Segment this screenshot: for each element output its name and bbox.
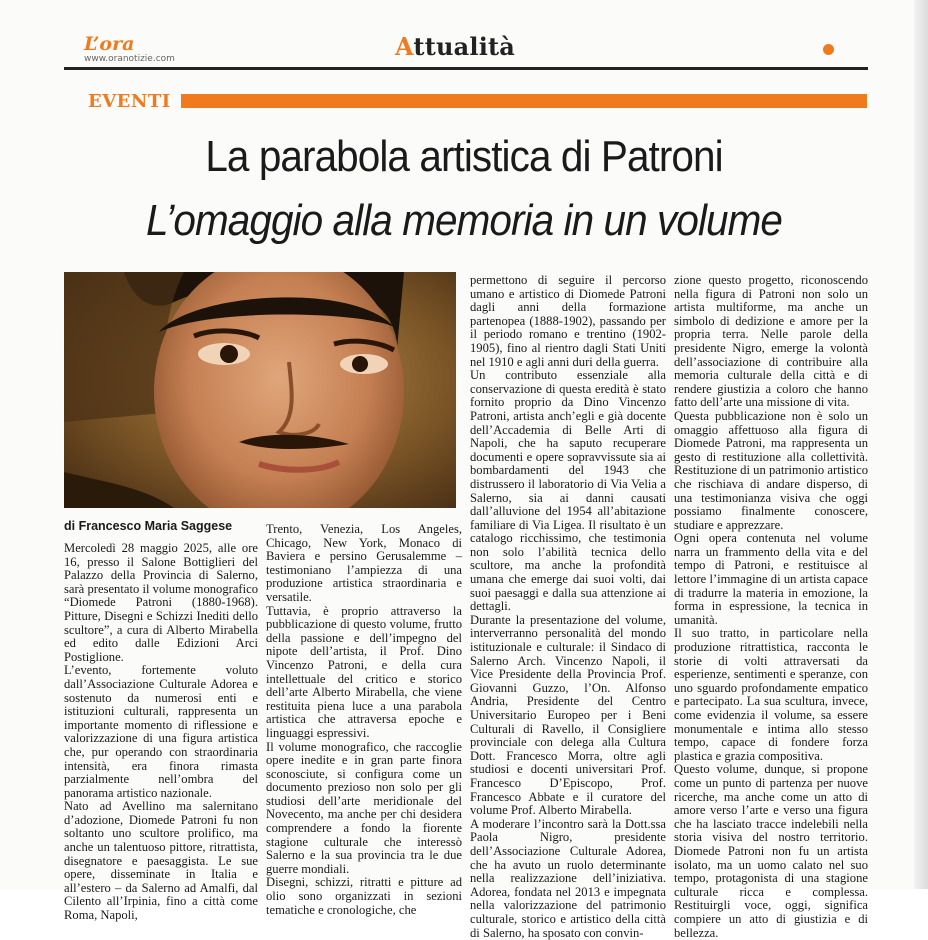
article-column-2 xyxy=(266,523,462,917)
subheadline: L’omaggio alla memoria in un volume xyxy=(145,196,783,245)
section-title xyxy=(395,32,515,61)
paragraph: Questo volume, dunque, si propone come un punto di partenza per nuove ricerche, ma anche come un atto di amore verso l’arte e verso una figura che ha lasciato tracce indelebili nella storia visiva del nostro territorio. Diomede Patroni non fu un artista isolato, ma un uomo calato nel suo tempo, protagonista di una stagione culturale ricca e complessa. Restituirgli voce, oggi, significa compiere un atto di giustizia e di bellezza. xyxy=(674,762,868,940)
paragraph: Nato ad Avellino ma salernitano d’adozione, Diomede Patroni fu non soltanto uno scultore prolifico, ma anche un talentuoso pittore, ritrattista, disegnatore e paesaggista. Le sue opere, disseminate in Italia e all’estero – da Salerno ad Amalfi, dal Cilento all’Irpinia, fino a città come Roma, Napoli, xyxy=(64,799,258,923)
newspaper-logo xyxy=(84,34,175,64)
paragraph: Tuttavia, è proprio attraverso la pubblicazione di questo volume, frutto della passione e dell’impegno del nipote dell’artista, il Prof. Dino Vincenzo Patroni, e della cura intellettuale del critico e storico dell’arte Alberto Mirabella, che viene restituita piena luce a una parabola artistica che attraversa epoche e linguaggi espressivi. xyxy=(266,603,462,740)
kicker-bar xyxy=(181,94,867,108)
paragraph: Mercoledì 28 maggio 2025, alle ore 16, presso il Salone Bottiglieri del Palazzo della Provincia di Salerno, sarà presentato il volume monografico “Diomede Patroni (1880-1968). Pitture, Disegni e Schizzi Inediti dello scultore”, a cura di Alberto Mirabella ed edito dalle Edizioni Arci Postiglione. xyxy=(64,541,258,664)
paragraph: Il suo tratto, in particolare nella produzione ritrattistica, racconta le storie di volti attraversati da esperienze, sentimenti e speranze, con uno sguardo profondamente empatico e partecipato. La sua scultura, invece, come evidenzia il volume, sa essere monumentale e intima allo stesso tempo, capace di fondere forza plastica e grazia compositiva. xyxy=(674,626,868,763)
paragraph: Durante la presentazione del volume, interverranno personalità del mondo istituzionale e culturale: il Sindaco di Salerno Arch. Vincenzo Napoli, il Vice Presidente della Provincia Prof. Giovanni Guzzo, l’On. Alfonso Andria, Presidente del Centro Universitario Europeo per i Beni Culturali di Ravello, il Consigliere provinciale con delega alla Cultura Dott. Francesco Morra, oltre agli studiosi e docenti universitari Prof. Francesco D’Episcopo, Prof. Francesco Abbate e il curatore del volume Prof. Alberto Mirabella. xyxy=(470,612,666,818)
header-rule xyxy=(64,67,868,70)
orange-dot-icon xyxy=(823,44,834,55)
paragraph: Ogni opera contenuta nel volume narra un frammento della vita e del tempo di Patroni, e restituisce al lettore l’immagine di un artista capace di tradurre la materia in emozione, la forma in espressione, la tecnica in umanità. xyxy=(674,531,868,627)
brand-name: L’ora xyxy=(84,33,135,55)
article-column-1 xyxy=(64,542,258,923)
paragraph: Un contributo essenziale alla conservazione di questa eredità è stato fornito proprio da Dino Vincenzo Patroni, artista anch’egli e già docente dell’Accademia di Belle Arti di Napoli, che ha saputo recuperare documenti e opere sopravvissute sia ai bombardamenti del 1943 che distrussero il laboratorio di Via Velia a Salerno, sia ai danni causati dall’alluvione del 1954 all’abitazione familiare di Via Ligea. Il risultato è un catalogo ricchissimo, che testimonia non solo l’abilità tecnica dello scultore, ma anche la profondità umana che emerge dai suoi volti, dai suoi paesaggi e dalla sua attenzione ai dettagli. xyxy=(470,368,666,614)
section-title-rest: ttualità xyxy=(413,32,516,61)
brand-url: www.oranotizie.com xyxy=(84,54,175,64)
paragraph: zione questo progetto, riconoscendo nella figura di Patroni non solo un artista multiforme, ma anche un simbolo di dedizione e amore per la propria terra. Nelle parole della presidente Nigro, emerge la volontà dell’associazione di contribuire alla memoria culturale della città e di rendere giustizia a coloro che hanno fatto dell’arte una missione di vita. xyxy=(674,273,868,410)
kicker-label: EVENTI xyxy=(88,91,171,112)
paragraph: Il volume monografico, che raccoglie opere inedite e in gran parte finora sconosciute, si configura come un documento prezioso non solo per gli studiosi dell’arte meridionale del Novecento, ma anche per chi desidera comprendere a fondo la fiorente stagione culturale che interessò Salerno e la sua provincia tra le due guerre mondiali. xyxy=(266,739,462,876)
byline: di Francesco Maria Saggese xyxy=(64,519,233,533)
article-column-3 xyxy=(470,274,666,940)
headline: La parabola artistica di Patroni xyxy=(205,132,723,181)
portrait-painting-image xyxy=(64,272,456,508)
section-title-initial: A xyxy=(395,32,414,61)
page-edge-shadow xyxy=(914,0,928,889)
paragraph: Trento, Venezia, Los Angeles, Chicago, New York, Monaco di Baviera e persino Gerusalemme – testimoniano l’ampiezza di una produzione artistica straordinaria e versatile. xyxy=(266,522,462,604)
paragraph: L’evento, fortemente voluto dall’Associazione Culturale Adorea e sostenuto da numerosi enti e istituzioni culturali, rappresenta un importante momento di riflessione e valorizzazione di una figura artistica che, pur operando con straordinaria intensità, era finora rimasta parzialmente nell’ombra del panorama artistico nazionale. xyxy=(64,663,258,800)
paragraph: permettono di seguire il percorso umano e artistico di Diomede Patroni dagli anni della formazione partenopea (1888-1902), passando per il periodo romano e trentino (1902-1905), fino al rientro dagli Stati Uniti nel 1910 e agli anni duri della guerra. xyxy=(470,273,666,369)
paragraph: A moderare l’incontro sarà la Dott.ssa Paola Nigro, presidente dell’Associazione Culturale Adorea, che ha avuto un ruolo determinante nella realizzazione dell’iniziativa. Adorea, fondata nel 2013 e impegnata nella valorizzazione del patrimonio culturale, storico e artistico della città di Salerno, ha sposato con convin- xyxy=(470,816,666,940)
paragraph: Disegni, schizzi, ritratti e pitture ad olio sono organizzati in sezioni tematiche e cronologiche, che xyxy=(266,875,462,917)
paragraph: Questa pubblicazione non è solo un omaggio affettuoso alla figura di Diomede Patroni, ma rappresenta un gesto di restituzione alla collettività. Restituzione di un patrimonio artistico che rischiava di andare disperso, di una testimonianza visiva che oggi possiamo finalmente conoscere, studiare e apprezzare. xyxy=(674,408,868,532)
article-column-4 xyxy=(674,274,868,940)
